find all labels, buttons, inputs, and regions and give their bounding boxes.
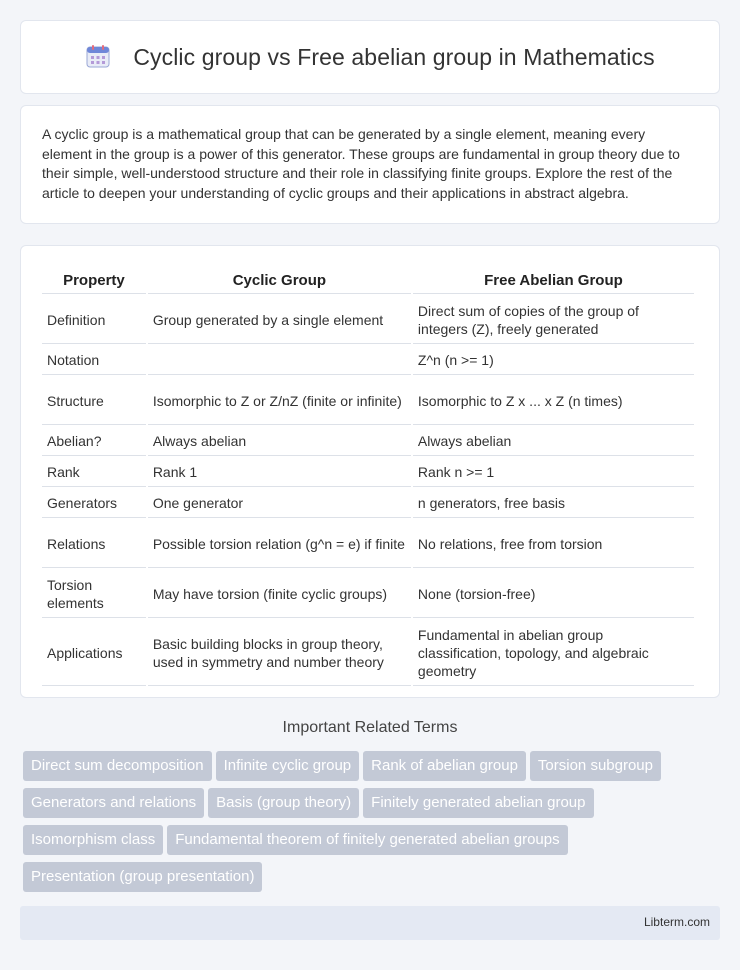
property-cell: Generators: [42, 489, 146, 518]
free-abelian-cell: None (torsion-free): [413, 570, 694, 618]
table-row: [42, 489, 694, 518]
cyclic-cell: Rank 1: [148, 458, 411, 487]
free-abelian-cell: Fundamental in abelian group classification, topology, and algebraic geometry: [413, 620, 694, 686]
cyclic-cell: May have torsion (finite cyclic groups): [148, 570, 411, 618]
property-cell: Notation: [42, 346, 146, 375]
title-card: [20, 20, 720, 94]
related-terms-list: [23, 751, 723, 899]
calendar-icon: [85, 43, 111, 69]
free-abelian-cell: n generators, free basis: [413, 489, 694, 518]
intro-paragraph: A cyclic group is a mathematical group that can be generated by a single element, meaning every element in the group is a power of this generator. These groups are fundamental in group theory due to their simple, well-understood structure and their role in classifying finite groups. Explore the rest of the article to deepen your understanding of cyclic groups and their applications in abstract algebra.: [42, 126, 680, 201]
related-term-tag[interactable]: Direct sum decomposition: [23, 751, 212, 781]
intro-card: [20, 105, 720, 224]
property-cell: Definition: [42, 296, 146, 344]
related-term-tag[interactable]: Torsion subgroup: [530, 751, 661, 781]
free-abelian-cell: Z^n (n >= 1): [413, 346, 694, 375]
related-terms-title: Important Related Terms: [282, 719, 458, 736]
free-abelian-cell: Direct sum of copies of the group of integers (Z), freely generated: [413, 296, 694, 344]
related-term-tag[interactable]: Generators and relations: [23, 788, 204, 818]
related-term-tag[interactable]: Fundamental theorem of finitely generated abelian groups: [167, 825, 567, 855]
table-row: [42, 620, 694, 686]
property-cell: Applications: [42, 620, 146, 686]
free-abelian-cell: No relations, free from torsion: [413, 520, 694, 568]
table-row: [42, 346, 694, 375]
property-cell: Torsion elements: [42, 570, 146, 618]
cyclic-cell: Isomorphic to Z or Z/nZ (finite or infinite): [148, 377, 411, 425]
table-row: [42, 520, 694, 568]
table-row: [42, 570, 694, 618]
property-cell: Relations: [42, 520, 146, 568]
cyclic-cell: [148, 346, 411, 375]
property-cell: Rank: [42, 458, 146, 487]
free-abelian-cell: Isomorphic to Z x ... x Z (n times): [413, 377, 694, 425]
free-abelian-cell: Rank n >= 1: [413, 458, 694, 487]
column-header: Cyclic Group: [148, 266, 411, 294]
cyclic-cell: Possible torsion relation (g^n = e) if finite: [148, 520, 411, 568]
related-term-tag[interactable]: Isomorphism class: [23, 825, 163, 855]
related-term-tag[interactable]: Finitely generated abelian group: [363, 788, 593, 818]
cyclic-cell: Group generated by a single element: [148, 296, 411, 344]
related-term-tag[interactable]: Infinite cyclic group: [216, 751, 360, 781]
related-term-tag[interactable]: Presentation (group presentation): [23, 862, 262, 892]
comparison-card: [20, 245, 720, 698]
comparison-table: [40, 264, 696, 688]
cyclic-cell: Basic building blocks in group theory, used in symmetry and number theory: [148, 620, 411, 686]
table-header-row: [42, 266, 694, 294]
column-header: Property: [42, 266, 146, 294]
table-row: [42, 427, 694, 456]
cyclic-cell: One generator: [148, 489, 411, 518]
footer: [20, 906, 720, 940]
property-cell: Structure: [42, 377, 146, 425]
related-term-tag[interactable]: Basis (group theory): [208, 788, 359, 818]
related-term-tag[interactable]: Rank of abelian group: [363, 751, 526, 781]
table-row: [42, 296, 694, 344]
table-row: [42, 377, 694, 425]
property-cell: Abelian?: [42, 427, 146, 456]
free-abelian-cell: Always abelian: [413, 427, 694, 456]
table-row: [42, 458, 694, 487]
footer-site-link[interactable]: Libterm.com: [643, 915, 710, 929]
cyclic-cell: Always abelian: [148, 427, 411, 456]
page-title: Cyclic group vs Free abelian group in Mathematics: [133, 43, 655, 70]
column-header: Free Abelian Group: [413, 266, 694, 294]
